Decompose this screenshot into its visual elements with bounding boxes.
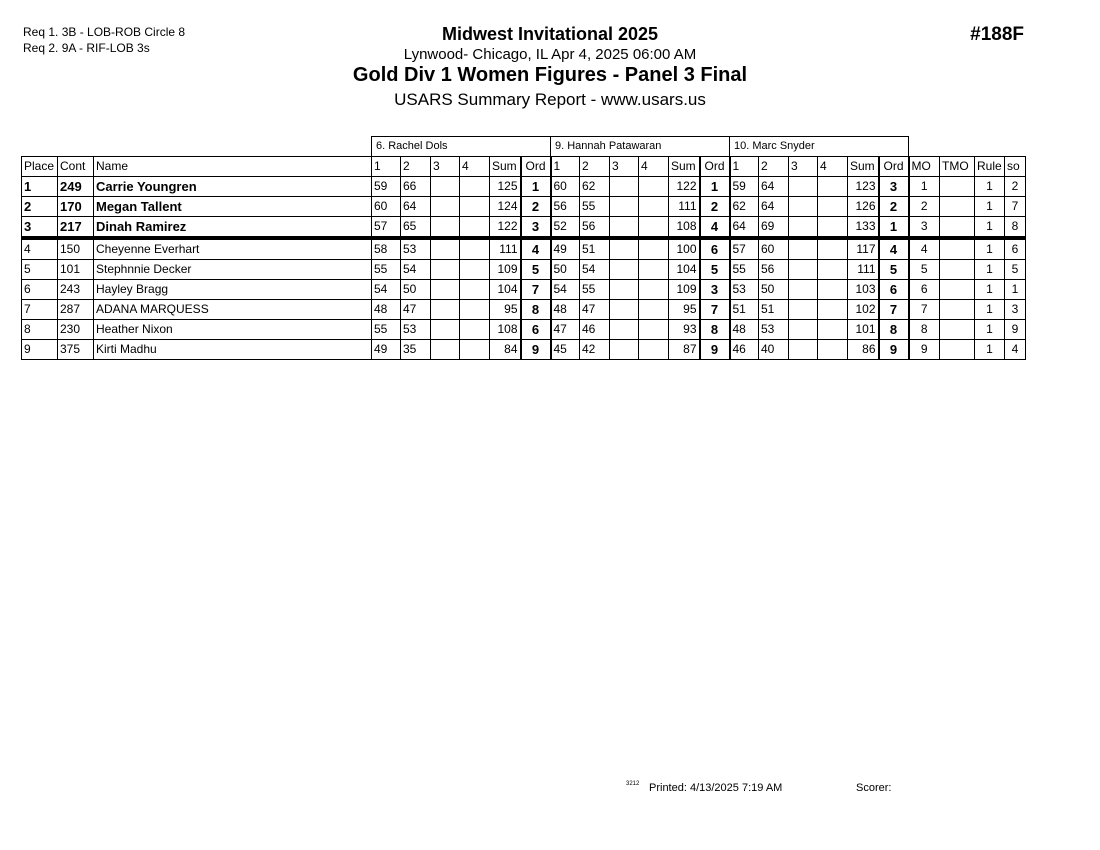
judge-2-sum-cell: 93 [669,319,700,339]
judge-2-score-3-cell [610,216,639,238]
judge-3-score-2-cell: 51 [759,299,789,319]
judge-3-sum-cell: 86 [848,339,879,359]
rule-cell: 1 [975,279,1005,299]
judge-1-ord-cell: 5 [521,259,551,279]
cont-header: Cont [58,156,94,176]
result-row [22,259,1026,279]
judge-3-score-4-cell [818,259,848,279]
judge-3-score-1-cell: 55 [730,259,759,279]
judge-1-score-3-cell [431,238,460,260]
so-cell: 7 [1005,196,1026,216]
results-table [21,136,1026,360]
judge-2-score-1-cell: 49 [551,238,580,260]
report-title: USARS Summary Report - www.usars.us [394,90,706,109]
report-code: 3212 [626,781,640,787]
judge-3-ord-cell: 6 [879,279,909,299]
judge-1-score-4-cell [460,299,490,319]
judge-1-score-3-cell [431,299,460,319]
judge-1-ord-cell: 1 [521,176,551,196]
judge-1-score-4-cell [460,238,490,260]
judge-3-ord-cell: 9 [879,339,909,359]
judge-3-score-1-cell: 46 [730,339,759,359]
judge-1-sum-cell: 124 [490,196,521,216]
event-title: Gold Div 1 Women Figures - Panel 3 Final [352,64,748,86]
judge-2-ord-cell: 3 [700,279,730,299]
judge-2-score-3-cell [610,176,639,196]
cont-cell: 101 [58,259,94,279]
judge-2-score-1-cell: 60 [551,176,580,196]
place-cell: 5 [22,259,58,279]
judge-3-score-3-cell [789,339,818,359]
judge-3-ord-cell: 2 [879,196,909,216]
judge-3-score-4-cell [818,339,848,359]
judge-3-score-4-cell [818,176,848,196]
judge-1-ord-cell: 6 [521,319,551,339]
name-cell: Dinah Ramirez [94,216,372,238]
judge-3-score-1-header: 1 [730,156,759,176]
judge-3-score-4-cell [818,319,848,339]
result-row [22,279,1026,299]
place-cell: 9 [22,339,58,359]
judge-3-sum-cell: 101 [848,319,879,339]
result-row [22,238,1026,260]
judge-1-score-3-cell [431,216,460,238]
judges-row [22,137,1026,157]
mo-cell: 3 [909,216,940,238]
judge-2-score-2-cell: 56 [580,216,610,238]
name-cell: Kirti Madhu [94,339,372,359]
judge-1-sum-cell: 122 [490,216,521,238]
judge-2-score-4-cell [639,259,669,279]
name-cell: Stephnnie Decker [94,259,372,279]
judge-2-score-1-cell: 45 [551,339,580,359]
judge-3-sum-cell: 133 [848,216,879,238]
place-cell: 6 [22,279,58,299]
judge-3-ord-cell: 1 [879,216,909,238]
name-header: Name [94,156,372,176]
judge-3-score-2-cell: 40 [759,339,789,359]
judge-3-ord-cell: 5 [879,259,909,279]
judge-2-sum-cell: 104 [669,259,700,279]
judge-2-score-4-cell [639,216,669,238]
judge-2-score-1-cell: 54 [551,279,580,299]
judge-1-score-4-cell [460,339,490,359]
judge-2-score-2-header: 2 [580,156,610,176]
judge-3-score-4-cell [818,196,848,216]
result-row [22,339,1026,359]
judge-1-score-4-cell [460,279,490,299]
judge-1-score-3-cell [431,319,460,339]
judge-1-sum-cell: 111 [490,238,521,260]
judge-2-score-2-cell: 54 [580,259,610,279]
rule-cell: 1 [975,196,1005,216]
judge-1-score-1-cell: 49 [372,339,401,359]
judge-2-name: 9. Hannah Patawaran [551,137,730,157]
rule-cell: 1 [975,216,1005,238]
judge-2-score-3-cell [610,238,639,260]
judge-1-score-2-cell: 54 [401,259,431,279]
judge-3-score-3-header: 3 [789,156,818,176]
mo-cell: 6 [909,279,940,299]
judge-2-score-1-cell: 48 [551,299,580,319]
judge-3-sum-cell: 103 [848,279,879,299]
judge-3-sum-cell: 111 [848,259,879,279]
judge-1-score-3-header: 3 [431,156,460,176]
judge-1-ord-cell: 9 [521,339,551,359]
judge-3-score-2-cell: 53 [759,319,789,339]
judge-2-score-3-cell [610,299,639,319]
judge-2-sum-cell: 108 [669,216,700,238]
judge-3-ord-cell: 7 [879,299,909,319]
judge-1-score-2-cell: 53 [401,238,431,260]
judge-2-score-4-cell [639,319,669,339]
judge-1-score-4-cell [460,216,490,238]
scorer-label: Scorer: [856,782,892,794]
judge-1-score-1-cell: 60 [372,196,401,216]
judge-1-score-3-cell [431,279,460,299]
so-cell: 3 [1005,299,1026,319]
judge-2-score-3-cell [610,319,639,339]
rule-cell: 1 [975,176,1005,196]
tmo-cell [940,196,975,216]
judge-1-score-3-cell [431,196,460,216]
judge-3-score-3-cell [789,299,818,319]
printed-timestamp: Printed: 4/13/2025 7:19 AM [649,782,783,794]
judge-3-ord-header: Ord [879,156,909,176]
judge-1-score-1-cell: 57 [372,216,401,238]
so-cell: 8 [1005,216,1026,238]
judge-3-ord-cell: 3 [879,176,909,196]
judge-3-score-2-cell: 69 [759,216,789,238]
judge-1-score-1-cell: 59 [372,176,401,196]
judge-1-sum-header: Sum [490,156,521,176]
place-header: Place [22,156,58,176]
so-cell: 2 [1005,176,1026,196]
mo-cell: 4 [909,238,940,260]
judge-1-score-1-cell: 58 [372,238,401,260]
place-cell: 7 [22,299,58,319]
judge-3-name: 10. Marc Snyder [730,137,909,157]
rule-cell: 1 [975,238,1005,260]
judge-2-score-1-cell: 47 [551,319,580,339]
event-name: Midwest Invitational 2025 [441,24,659,44]
tmo-header: TMO [940,156,975,176]
judge-3-score-2-cell: 64 [759,196,789,216]
judge-3-score-3-cell [789,196,818,216]
mo-cell: 9 [909,339,940,359]
judge-1-score-1-cell: 48 [372,299,401,319]
name-cell: Carrie Youngren [94,176,372,196]
tmo-cell [940,319,975,339]
judge-1-score-4-cell [460,176,490,196]
judge-1-sum-cell: 84 [490,339,521,359]
judge-1-ord-cell: 7 [521,279,551,299]
judge-2-score-2-cell: 46 [580,319,610,339]
judge-3-score-3-cell [789,238,818,260]
judge-2-score-4-cell [639,339,669,359]
rule-header: Rule [975,156,1005,176]
judge-2-ord-cell: 8 [700,319,730,339]
judge-1-score-1-cell: 54 [372,279,401,299]
judge-1-score-2-header: 2 [401,156,431,176]
judge-3-ord-cell: 8 [879,319,909,339]
result-row [22,299,1026,319]
mo-cell: 2 [909,196,940,216]
judge-2-ord-cell: 5 [700,259,730,279]
rule-cell: 1 [975,339,1005,359]
tmo-cell [940,259,975,279]
cont-cell: 150 [58,238,94,260]
so-cell: 6 [1005,238,1026,260]
judge-3-sum-cell: 117 [848,238,879,260]
judge-2-score-2-cell: 62 [580,176,610,196]
judge-2-sum-cell: 122 [669,176,700,196]
judge-1-score-2-cell: 65 [401,216,431,238]
requirement-1: Req 1. 3B - LOB-ROB Circle 8 [23,25,186,39]
judge-1-ord-header: Ord [521,156,551,176]
name-cell: Hayley Bragg [94,279,372,299]
judge-2-score-4-cell [639,196,669,216]
judge-1-ord-cell: 4 [521,238,551,260]
judge-2-sum-cell: 100 [669,238,700,260]
rule-cell: 1 [975,319,1005,339]
judge-3-sum-cell: 102 [848,299,879,319]
judge-3-score-3-cell [789,216,818,238]
so-cell: 5 [1005,259,1026,279]
rule-cell: 1 [975,299,1005,319]
judge-3-score-4-cell [818,279,848,299]
judge-3-sum-header: Sum [848,156,879,176]
mo-cell: 7 [909,299,940,319]
cont-cell: 217 [58,216,94,238]
tmo-cell [940,299,975,319]
place-cell: 8 [22,319,58,339]
place-cell: 4 [22,238,58,260]
judge-3-sum-cell: 126 [848,196,879,216]
judge-2-score-1-header: 1 [551,156,580,176]
judge-2-score-2-cell: 47 [580,299,610,319]
judge-1-score-4-cell [460,319,490,339]
result-row [22,319,1026,339]
cont-cell: 230 [58,319,94,339]
judge-1-score-2-cell: 66 [401,176,431,196]
judge-1-score-4-cell [460,259,490,279]
judge-2-score-3-header: 3 [610,156,639,176]
column-header-row [22,156,1026,176]
judge-2-ord-cell: 2 [700,196,730,216]
judge-2-sum-cell: 111 [669,196,700,216]
tmo-cell [940,339,975,359]
judge-3-score-4-cell [818,238,848,260]
judge-1-score-1-cell: 55 [372,319,401,339]
judge-2-score-4-cell [639,176,669,196]
location-date: Lynwood- Chicago, IL Apr 4, 2025 06:00 AM [403,46,697,63]
judge-1-score-1-cell: 55 [372,259,401,279]
mo-header: MO [909,156,940,176]
judge-3-score-3-cell [789,176,818,196]
judge-2-score-3-cell [610,196,639,216]
judge-2-ord-cell: 4 [700,216,730,238]
name-cell: Heather Nixon [94,319,372,339]
rule-cell: 1 [975,259,1005,279]
judge-2-sum-header: Sum [669,156,700,176]
cont-cell: 287 [58,299,94,319]
result-row [22,196,1026,216]
judge-1-sum-cell: 108 [490,319,521,339]
judge-2-score-1-cell: 52 [551,216,580,238]
judge-3-score-2-header: 2 [759,156,789,176]
result-row [22,216,1026,238]
judge-1-score-2-cell: 50 [401,279,431,299]
mo-cell: 5 [909,259,940,279]
judge-3-score-3-cell [789,319,818,339]
judge-2-score-3-cell [610,279,639,299]
cont-cell: 249 [58,176,94,196]
judge-2-score-1-cell: 56 [551,196,580,216]
judge-1-score-4-cell [460,196,490,216]
judge-1-ord-cell: 3 [521,216,551,238]
cont-cell: 170 [58,196,94,216]
judge-2-score-4-cell [639,279,669,299]
result-row [22,176,1026,196]
tmo-cell [940,279,975,299]
judge-3-score-1-cell: 59 [730,176,759,196]
mo-cell: 1 [909,176,940,196]
judge-3-score-4-header: 4 [818,156,848,176]
judge-1-score-2-cell: 35 [401,339,431,359]
judge-2-ord-cell: 6 [700,238,730,260]
judge-2-ord-header: Ord [700,156,730,176]
so-header: so [1005,156,1026,176]
judge-1-ord-cell: 2 [521,196,551,216]
judge-3-score-3-cell [789,279,818,299]
judge-3-score-1-cell: 62 [730,196,759,216]
judge-1-score-2-cell: 53 [401,319,431,339]
judge-2-score-4-cell [639,238,669,260]
judge-1-score-4-header: 4 [460,156,490,176]
judge-1-score-2-cell: 64 [401,196,431,216]
so-cell: 9 [1005,319,1026,339]
tmo-cell [940,238,975,260]
name-cell: Megan Tallent [94,196,372,216]
judge-2-score-1-cell: 50 [551,259,580,279]
judge-1-sum-cell: 109 [490,259,521,279]
judge-1-name: 6. Rachel Dols [372,137,551,157]
place-cell: 1 [22,176,58,196]
judge-2-score-2-cell: 55 [580,196,610,216]
judge-3-score-1-cell: 53 [730,279,759,299]
name-cell: ADANA MARQUESS [94,299,372,319]
judge-2-sum-cell: 95 [669,299,700,319]
so-cell: 1 [1005,279,1026,299]
judge-3-score-2-cell: 50 [759,279,789,299]
judge-1-score-2-cell: 47 [401,299,431,319]
so-cell: 4 [1005,339,1026,359]
judge-3-score-4-cell [818,216,848,238]
tmo-cell [940,216,975,238]
judge-2-score-3-cell [610,259,639,279]
judge-2-ord-cell: 7 [700,299,730,319]
judge-2-score-2-cell: 42 [580,339,610,359]
judge-2-sum-cell: 87 [669,339,700,359]
cont-cell: 243 [58,279,94,299]
judge-3-sum-cell: 123 [848,176,879,196]
judge-2-score-2-cell: 51 [580,238,610,260]
judge-3-ord-cell: 4 [879,238,909,260]
judge-2-sum-cell: 109 [669,279,700,299]
judge-3-score-1-cell: 48 [730,319,759,339]
judge-3-score-2-cell: 56 [759,259,789,279]
judge-3-score-4-cell [818,299,848,319]
judge-1-score-1-header: 1 [372,156,401,176]
judge-1-score-3-cell [431,339,460,359]
judge-2-ord-cell: 9 [700,339,730,359]
place-cell: 2 [22,196,58,216]
judge-3-score-2-cell: 64 [759,176,789,196]
judge-1-sum-cell: 95 [490,299,521,319]
judge-2-ord-cell: 1 [700,176,730,196]
event-number: #188F [970,24,1024,45]
judge-3-score-1-cell: 51 [730,299,759,319]
judge-2-score-3-cell [610,339,639,359]
judge-3-score-1-cell: 64 [730,216,759,238]
judge-2-score-4-cell [639,299,669,319]
judge-1-score-3-cell [431,259,460,279]
cont-cell: 375 [58,339,94,359]
judge-1-sum-cell: 125 [490,176,521,196]
name-cell: Cheyenne Everhart [94,238,372,260]
judge-1-ord-cell: 8 [521,299,551,319]
judge-3-score-2-cell: 60 [759,238,789,260]
requirement-2: Req 2. 9A - RIF-LOB 3s [23,41,150,55]
judge-3-score-3-cell [789,259,818,279]
tmo-cell [940,176,975,196]
judge-2-score-4-header: 4 [639,156,669,176]
judge-1-sum-cell: 104 [490,279,521,299]
judge-1-score-3-cell [431,176,460,196]
place-cell: 3 [22,216,58,238]
mo-cell: 8 [909,319,940,339]
judge-3-score-1-cell: 57 [730,238,759,260]
judge-2-score-2-cell: 55 [580,279,610,299]
